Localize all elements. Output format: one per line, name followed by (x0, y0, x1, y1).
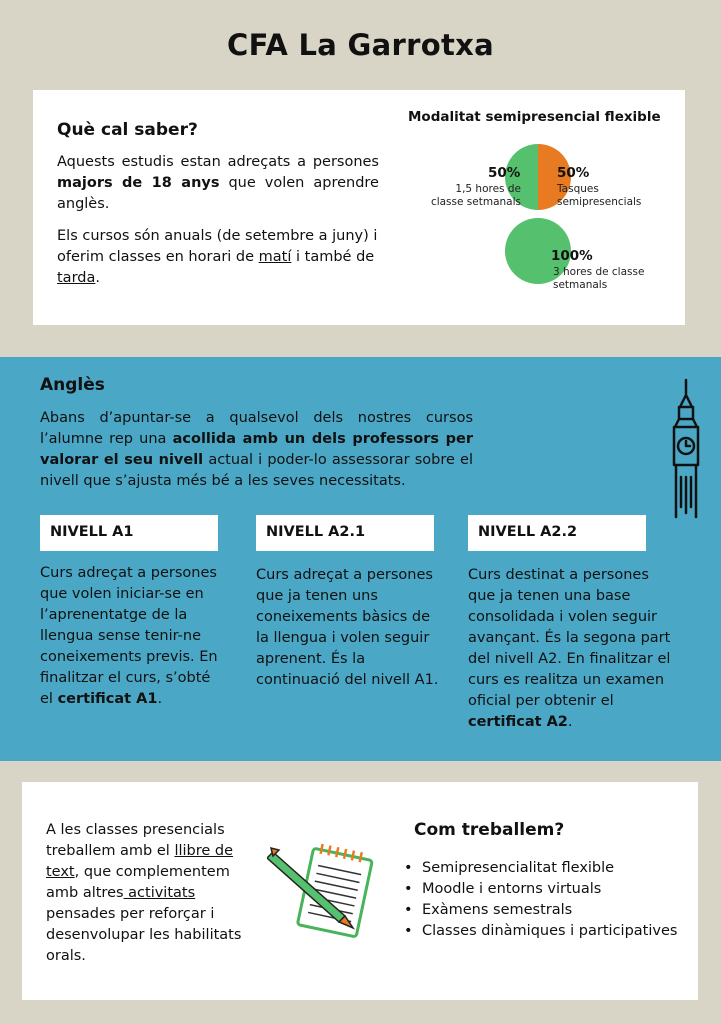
angles-paragraph: Abans d’apuntar-se a qualsevol dels nostres cursos l’alumne rep una acollida amb un dels professors per valorar el seu nivell actual i poder-lo assessorar sobre el nivell que s’ajusta més bé a les seves necessitats. (40, 410, 474, 489)
level-a1-label: NIVELL A1 (40, 515, 218, 551)
bottom-card (22, 782, 698, 1000)
angles-section (0, 357, 721, 761)
pie2-label-text: 3 hores de classe setmanals (553, 266, 645, 291)
method-heading: Com treballem? (414, 820, 565, 840)
intro-heading: Què cal saber? (57, 120, 198, 140)
level-a21-text: Curs adreçat a persones que ja tenen uns coneixements bàsics de la llengua i volen seguir aprenent. És la continuació del nivell A1. (256, 567, 439, 688)
pie2-label-value: 100% (551, 248, 593, 264)
level-a22-text: Curs destinat a persones que ja tenen una base consolidada i volen seguir avançant. És la segona part del nivell A2. En finalitzar el curs es realitza un examen oficial per obtenir el certificat A2. (468, 567, 671, 730)
level-a1-text: Curs adreçat a persones que volen iniciar-se en l’aprenentatge de la llengua sense tenir-ne coneixements previs. En finalitzar el curs, s’obté el certificat A1. (40, 565, 218, 707)
level-a22-label: NIVELL A2.2 (468, 515, 646, 551)
chart-title: Modalitat semipresencial flexible (408, 109, 661, 125)
bottom-paragraph: A les classes presencials treballem amb el llibre de text, que complementem amb altres activitats pensades per reforçar i desenvolupar les habilitats orals. (46, 822, 242, 964)
big-ben-icon (662, 377, 712, 522)
intro-paragraph-1: Aquests estudis estan adreçats a persones majors de 18 anys que volen aprendre anglès. (57, 154, 379, 212)
intro-paragraph-2: Els cursos són anuals (de setembre a juny) i oferim classes en horari de matí i també de tarda. (57, 228, 378, 286)
angles-heading: Anglès (40, 375, 105, 395)
method-item: • Moodle i entorns virtuals (402, 879, 677, 900)
method-item: • Classes dinàmiques i participatives (402, 921, 677, 942)
notepad-pen-icon (267, 842, 379, 938)
method-list (402, 858, 677, 942)
intro-card (33, 90, 685, 325)
level-a21-label: NIVELL A2.1 (256, 515, 434, 551)
pie-label-value-2: 50% (557, 165, 590, 181)
pie-label-text-2: Tasques semipresencials (557, 183, 642, 208)
pie-label-value-1: 50% (488, 165, 521, 181)
method-item: • Semipresencialitat flexible (402, 858, 677, 879)
pie-label-text-1: 1,5 hores de classe setmanals (430, 183, 521, 208)
method-item: • Exàmens semestrals (402, 900, 677, 921)
page-title: CFA La Garrotxa (227, 28, 494, 62)
